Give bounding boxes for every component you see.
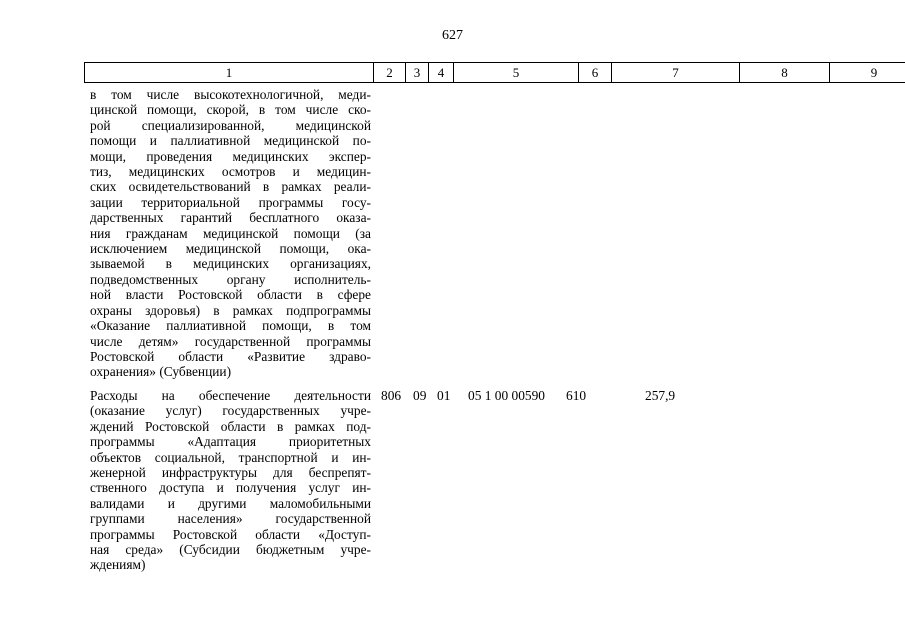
text-line: рой специализированной, медицинской bbox=[90, 117, 371, 133]
text-line: ждений Ростовской области в рамках под- bbox=[90, 418, 371, 434]
text-line: подведомственных органу исполнитель- bbox=[90, 271, 371, 287]
text-line: в том числе высокотехнологичной, меди- bbox=[90, 87, 371, 102]
text-line: зации территориальной программы госу- bbox=[90, 194, 371, 210]
text-line: охранения» (Субвенции) bbox=[90, 364, 232, 380]
row-2-col-3: 09 bbox=[413, 388, 427, 403]
text-line: «Оказание паллиативной помощи, в том bbox=[90, 318, 371, 334]
text-line: ственного доступа и получения услуг ин- bbox=[90, 480, 371, 496]
row-2-col-4: 01 bbox=[437, 388, 451, 403]
text-line: ная среда» (Субсидии бюджетным учре- bbox=[90, 542, 371, 558]
header-col-6: 6 bbox=[579, 63, 612, 82]
header-col-1: 1 bbox=[85, 63, 374, 82]
header-col-4: 4 bbox=[429, 63, 454, 82]
table-header-row bbox=[84, 62, 905, 83]
text-line: ния гражданам медицинской помощи (за bbox=[90, 225, 371, 241]
header-col-9: 9 bbox=[830, 63, 905, 82]
text-line: дарственных гарантий бесплатного оказа- bbox=[90, 210, 371, 226]
header-col-2: 2 bbox=[374, 63, 406, 82]
text-line: группами населения» государственной bbox=[90, 511, 371, 527]
text-line: объектов социальной, транспортной и ин- bbox=[90, 449, 371, 465]
header-col-7: 7 bbox=[612, 63, 740, 82]
header-col-5: 5 bbox=[454, 63, 579, 82]
row-2-description bbox=[90, 388, 371, 573]
row-2-col-6: 610 bbox=[566, 388, 587, 403]
row-2-col-5: 05 1 00 00590 bbox=[468, 388, 545, 403]
header-col-8: 8 bbox=[740, 63, 830, 82]
text-line: женерной инфраструктуры для беспрепят- bbox=[90, 465, 371, 481]
text-line: программы «Адаптация приоритетных bbox=[90, 434, 371, 450]
row-1-description bbox=[90, 87, 371, 380]
text-line: мощи, проведения медицинских экспер- bbox=[90, 148, 371, 164]
row-2-col-2: 806 bbox=[381, 388, 402, 403]
row-2-col-7: 257,9 bbox=[645, 388, 676, 403]
text-line: зываемой в медицинских организациях, bbox=[90, 256, 371, 272]
text-line: (оказание услуг) государственных учре- bbox=[90, 403, 371, 419]
text-line: ной власти Ростовской области в сфере bbox=[90, 287, 371, 303]
text-line: Расходы на обеспечение деятельности bbox=[90, 388, 371, 403]
text-line: ждениям) bbox=[90, 557, 146, 573]
text-line: ских освидетельствований в рамках реали- bbox=[90, 179, 371, 195]
text-line: цинской помощи, скорой, в том числе ско- bbox=[90, 102, 371, 118]
text-line: помощи и паллиативной медицинской по- bbox=[90, 133, 371, 149]
page-number: 627 bbox=[442, 28, 463, 43]
header-col-3: 3 bbox=[406, 63, 429, 82]
text-line: программы Ростовской области «Доступ- bbox=[90, 526, 371, 542]
text-line: валидами и другими маломобильными bbox=[90, 495, 371, 511]
text-line: числе детям» государственной программы bbox=[90, 333, 371, 349]
text-line: Ростовской области «Развитие здраво- bbox=[90, 348, 371, 364]
text-line: тиз, медицинских осмотров и медицин- bbox=[90, 164, 371, 180]
text-line: исключением медицинской помощи, ока- bbox=[90, 241, 371, 257]
text-line: охраны здоровья) в рамках подпрограммы bbox=[90, 302, 371, 318]
